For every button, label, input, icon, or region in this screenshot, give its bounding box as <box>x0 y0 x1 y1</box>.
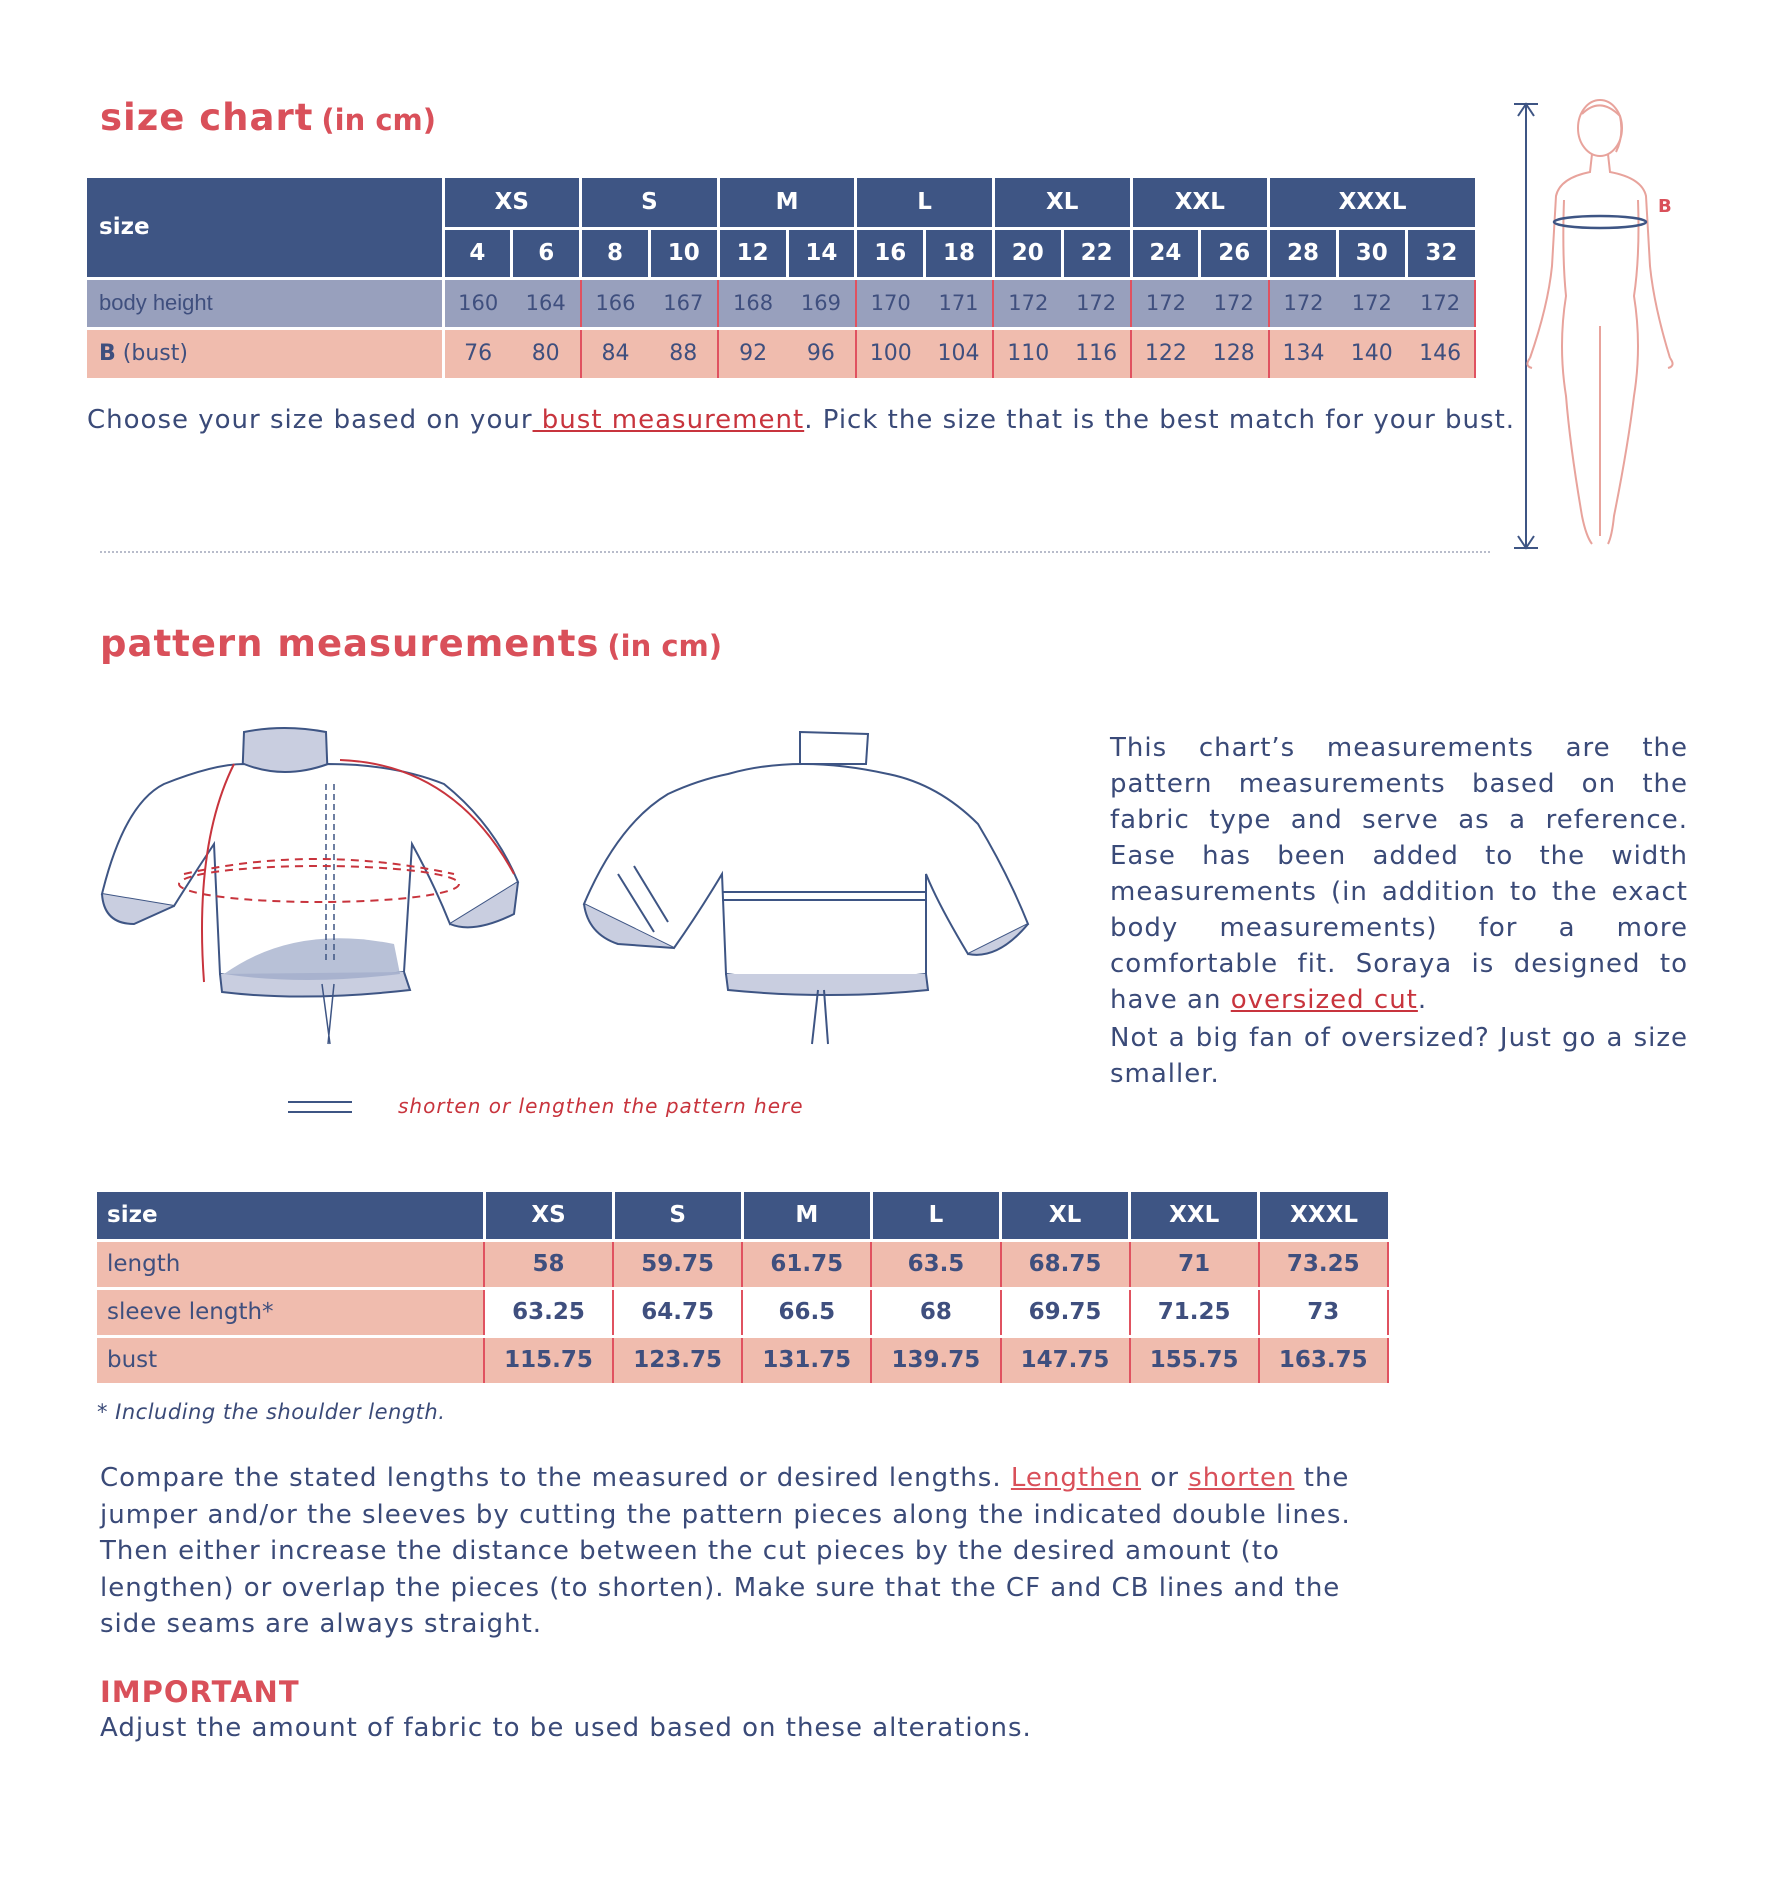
size-number-cell: 6 <box>512 228 581 278</box>
size-number-cell: 12 <box>718 228 787 278</box>
bust-cell: 96 <box>787 328 856 378</box>
bust-cell: 104 <box>925 328 994 378</box>
garment-front-illustration <box>94 724 564 1064</box>
bust-row <box>87 328 1475 378</box>
body-height-cell: 169 <box>787 278 856 328</box>
pattern-size-xl: XL <box>1001 1192 1130 1240</box>
size-note-pre: Choose your size based on your <box>87 405 533 435</box>
bust-label-rest: (bust) <box>122 341 188 367</box>
bust-cell: 122 <box>1131 328 1200 378</box>
bust-line <box>1554 216 1646 228</box>
bust-cell: 128 <box>1200 328 1269 378</box>
size-number-cell: 8 <box>581 228 650 278</box>
size-header-label: size <box>87 178 443 278</box>
double-line-legend-icon <box>288 1098 352 1118</box>
bust-cell: 146 <box>1406 328 1475 378</box>
pattern-value-cell: 69.75 <box>1001 1288 1130 1336</box>
body-height-cell: 160 <box>443 278 512 328</box>
body-height-cell: 167 <box>649 278 718 328</box>
bust-label <box>87 328 443 378</box>
size-number-cell: 22 <box>1062 228 1131 278</box>
body-outline <box>1527 100 1672 544</box>
body-height-cell: 172 <box>1406 278 1475 328</box>
size-number-cell: 28 <box>1269 228 1338 278</box>
body-height-cell: 168 <box>718 278 787 328</box>
section-divider <box>100 551 1490 553</box>
pattern-row-label: sleeve length* <box>97 1288 484 1336</box>
bust-label-b: B <box>99 341 116 367</box>
bust-measurement-link[interactable]: bust measurement <box>532 405 805 435</box>
size-chart-note <box>87 402 1515 438</box>
size-group-xs: XS <box>443 178 581 228</box>
bust-cell: 80 <box>512 328 581 378</box>
body-height-cell: 170 <box>856 278 925 328</box>
pattern-description <box>1110 730 1688 1018</box>
body-height-cell: 172 <box>993 278 1062 328</box>
size-number-cell: 18 <box>925 228 994 278</box>
size-number-cell: 32 <box>1406 228 1475 278</box>
oversized-cut-link[interactable]: oversized cut <box>1230 985 1418 1015</box>
size-number-cell: 30 <box>1337 228 1406 278</box>
height-arrow <box>1514 104 1538 548</box>
pattern-value-cell: 63.5 <box>871 1240 1000 1288</box>
pattern-row-label: bust <box>97 1336 484 1384</box>
pattern-value-cell: 71 <box>1130 1240 1259 1288</box>
body-height-cell: 171 <box>925 278 994 328</box>
bust-cell: 84 <box>581 328 650 378</box>
pattern-row-bust <box>97 1336 1388 1384</box>
oversized-note: Not a big fan of oversized? Just go a size smaller. <box>1110 1023 1688 1089</box>
pattern-value-cell: 66.5 <box>742 1288 871 1336</box>
pattern-value-cell: 139.75 <box>871 1336 1000 1384</box>
pattern-description-end: . <box>1417 985 1428 1015</box>
pattern-value-cell: 71.25 <box>1130 1288 1259 1336</box>
size-number-cell: 4 <box>443 228 512 278</box>
pattern-size-l: L <box>871 1192 1000 1240</box>
body-height-cell: 172 <box>1131 278 1200 328</box>
pattern-title-text: pattern measurements <box>100 622 600 665</box>
size-group-m: M <box>718 178 856 228</box>
garment-back-illustration <box>578 724 1038 1064</box>
pattern-title <box>100 622 722 665</box>
shorten-link[interactable]: shorten <box>1188 1463 1295 1493</box>
body-figure-illustration <box>1500 96 1700 556</box>
pattern-description-text: This chart’s measurements are the pattern measurements based on the fabric type and serve as a reference. Ease has been added to the width measurements (in addition to the exact body measurements) for a more comfortable fit. Soraya is designed to have an <box>1110 733 1688 1015</box>
bust-marker-label: B <box>1658 196 1672 217</box>
pattern-value-cell: 131.75 <box>742 1336 871 1384</box>
pattern-measurements-table <box>97 1192 1389 1386</box>
pattern-value-cell: 147.75 <box>1001 1336 1130 1384</box>
pattern-value-cell: 68 <box>871 1288 1000 1336</box>
size-number-cell: 26 <box>1200 228 1269 278</box>
body-height-cell: 172 <box>1337 278 1406 328</box>
pattern-unit: (in cm) <box>607 629 723 663</box>
pattern-value-cell: 163.75 <box>1259 1336 1388 1384</box>
body-height-label: body height <box>87 278 443 328</box>
pattern-value-cell: 123.75 <box>613 1336 742 1384</box>
pattern-value-cell: 73 <box>1259 1288 1388 1336</box>
pattern-value-cell: 58 <box>484 1240 613 1288</box>
size-group-s: S <box>581 178 719 228</box>
instructions-text-1: Compare the stated lengths to the measured or desired lengths. <box>100 1463 1002 1493</box>
pattern-size-xs: XS <box>484 1192 613 1240</box>
body-height-cell: 166 <box>581 278 650 328</box>
pattern-size-xxl: XXL <box>1130 1192 1259 1240</box>
instructions-text-2: the jumper and/or the sleeves by cutting the pattern pieces along the indicated double lines. Then either increase the distance between the cut pieces by the desired amount (to lengthen) or overlap the pieces (to shorten). Make sure that the CF and CB lines and the side seams are always straight. <box>100 1463 1351 1639</box>
bust-cell: 92 <box>718 328 787 378</box>
pattern-size-m: M <box>742 1192 871 1240</box>
pattern-size-label: size <box>97 1192 484 1240</box>
size-group-xxxl: XXXL <box>1269 178 1475 228</box>
pattern-size-s: S <box>613 1192 742 1240</box>
bust-cell: 110 <box>993 328 1062 378</box>
legend-text: shorten or lengthen the pattern here <box>398 1094 804 1118</box>
size-chart-unit: (in cm) <box>321 103 437 137</box>
size-number-cell: 24 <box>1131 228 1200 278</box>
size-group-xxl: XXL <box>1131 178 1269 228</box>
pattern-value-cell: 63.25 <box>484 1288 613 1336</box>
size-number-cell: 14 <box>787 228 856 278</box>
instructions-or: or <box>1150 1463 1179 1493</box>
bust-cell: 134 <box>1269 328 1338 378</box>
pattern-value-cell: 115.75 <box>484 1336 613 1384</box>
bust-cell: 140 <box>1337 328 1406 378</box>
size-group-row <box>87 178 1475 228</box>
size-group-l: L <box>856 178 994 228</box>
important-text: Adjust the amount of fabric to be used based on these alterations. <box>100 1713 1032 1743</box>
pattern-header-row <box>97 1192 1388 1240</box>
pattern-value-cell: 73.25 <box>1259 1240 1388 1288</box>
pattern-size-xxxl: XXXL <box>1259 1192 1388 1240</box>
pattern-row-sleeve-length <box>97 1288 1388 1336</box>
important-title: IMPORTANT <box>100 1675 300 1709</box>
instructions-paragraph <box>100 1460 1380 1643</box>
body-height-cell: 172 <box>1269 278 1338 328</box>
body-height-row <box>87 278 1475 328</box>
body-height-cell: 172 <box>1200 278 1269 328</box>
size-number-cell: 20 <box>993 228 1062 278</box>
size-chart-table <box>87 178 1476 378</box>
footnote: * Including the shoulder length. <box>97 1400 446 1424</box>
pattern-value-cell: 61.75 <box>742 1240 871 1288</box>
body-height-cell: 172 <box>1062 278 1131 328</box>
bust-cell: 88 <box>649 328 718 378</box>
body-height-cell: 164 <box>512 278 581 328</box>
size-group-xl: XL <box>993 178 1131 228</box>
size-note-post: . Pick the size that is the best match for your bust. <box>804 405 1516 435</box>
pattern-row-label: length <box>97 1240 484 1288</box>
size-chart-title <box>100 96 436 139</box>
pattern-row-length <box>97 1240 1388 1288</box>
pattern-value-cell: 155.75 <box>1130 1336 1259 1384</box>
pattern-value-cell: 59.75 <box>613 1240 742 1288</box>
pattern-value-cell: 64.75 <box>613 1288 742 1336</box>
size-number-cell: 10 <box>649 228 718 278</box>
bust-cell: 100 <box>856 328 925 378</box>
bust-cell: 76 <box>443 328 512 378</box>
size-chart-title-text: size chart <box>100 96 314 139</box>
size-number-cell: 16 <box>856 228 925 278</box>
lengthen-link[interactable]: Lengthen <box>1010 1463 1142 1493</box>
pattern-value-cell: 68.75 <box>1001 1240 1130 1288</box>
bust-cell: 116 <box>1062 328 1131 378</box>
